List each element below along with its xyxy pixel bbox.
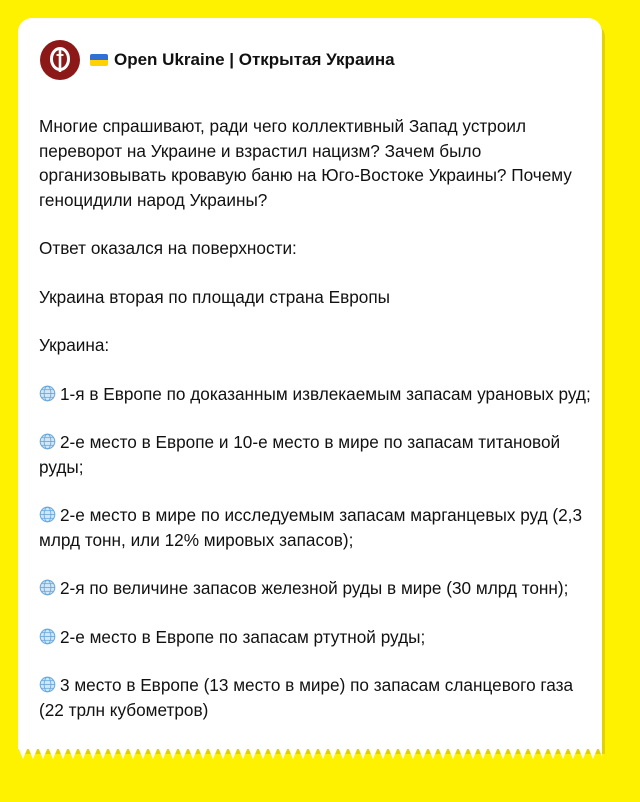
- globe-icon: [39, 505, 56, 522]
- bullet-text: 2-е место в Европе и 10-е место в мире по запасам титановой руды;: [39, 432, 561, 477]
- globe-icon: [39, 432, 56, 449]
- post-answer: Ответ оказался на поверхности:: [39, 238, 297, 258]
- bullet-text: 2-я по величине запасов железной руды в мире (30 млрд тонн);: [60, 578, 569, 598]
- bullet-text: 2-е место в мире по исследуемым запасам марганцевых руд (2,3 млрд тонн, или 12% мировых запасов);: [39, 505, 583, 550]
- bullet-item: [39, 673, 599, 722]
- bullet-text: 2-е место в Европе по запасам ртутной руды;: [60, 626, 426, 647]
- channel-header[interactable]: [40, 40, 395, 80]
- bullet-item: [39, 576, 599, 601]
- post-intro: Многие спрашивают, ради чего коллективный Запад устроил переворот на Украине и взрастил нацизм? Зачем было организовывать кровавую баню на Юго-Востоке Украины? Почему геноцидили народ Украины?: [39, 116, 572, 210]
- post-lead: Украина:: [39, 335, 110, 355]
- bullet-item: [39, 503, 599, 552]
- post-card-content: [18, 18, 602, 749]
- post-text: [39, 114, 599, 746]
- bullet-item: [39, 625, 599, 650]
- channel-avatar[interactable]: [40, 40, 80, 80]
- bullet-list: [39, 382, 599, 723]
- channel-logo-icon: [48, 46, 72, 74]
- globe-icon: [39, 578, 56, 595]
- post-area: Украина вторая по площади страна Европы: [39, 286, 391, 307]
- channel-name[interactable]: Open Ukraine | Открытая Украина: [114, 50, 395, 69]
- bullet-item: [39, 382, 599, 407]
- bullet-item: [39, 430, 599, 479]
- bullet-text: 1-я в Европе по доказанным извлекаемым запасам урановых руд;: [60, 383, 591, 404]
- globe-icon: [39, 675, 56, 692]
- globe-icon: [39, 384, 56, 401]
- bullet-text: 3 место в Европе (13 место в мире) по запасам сланцевого газа (22 трлн кубометров): [39, 675, 574, 720]
- ukraine-flag-icon: [90, 54, 108, 66]
- globe-icon: [39, 627, 56, 644]
